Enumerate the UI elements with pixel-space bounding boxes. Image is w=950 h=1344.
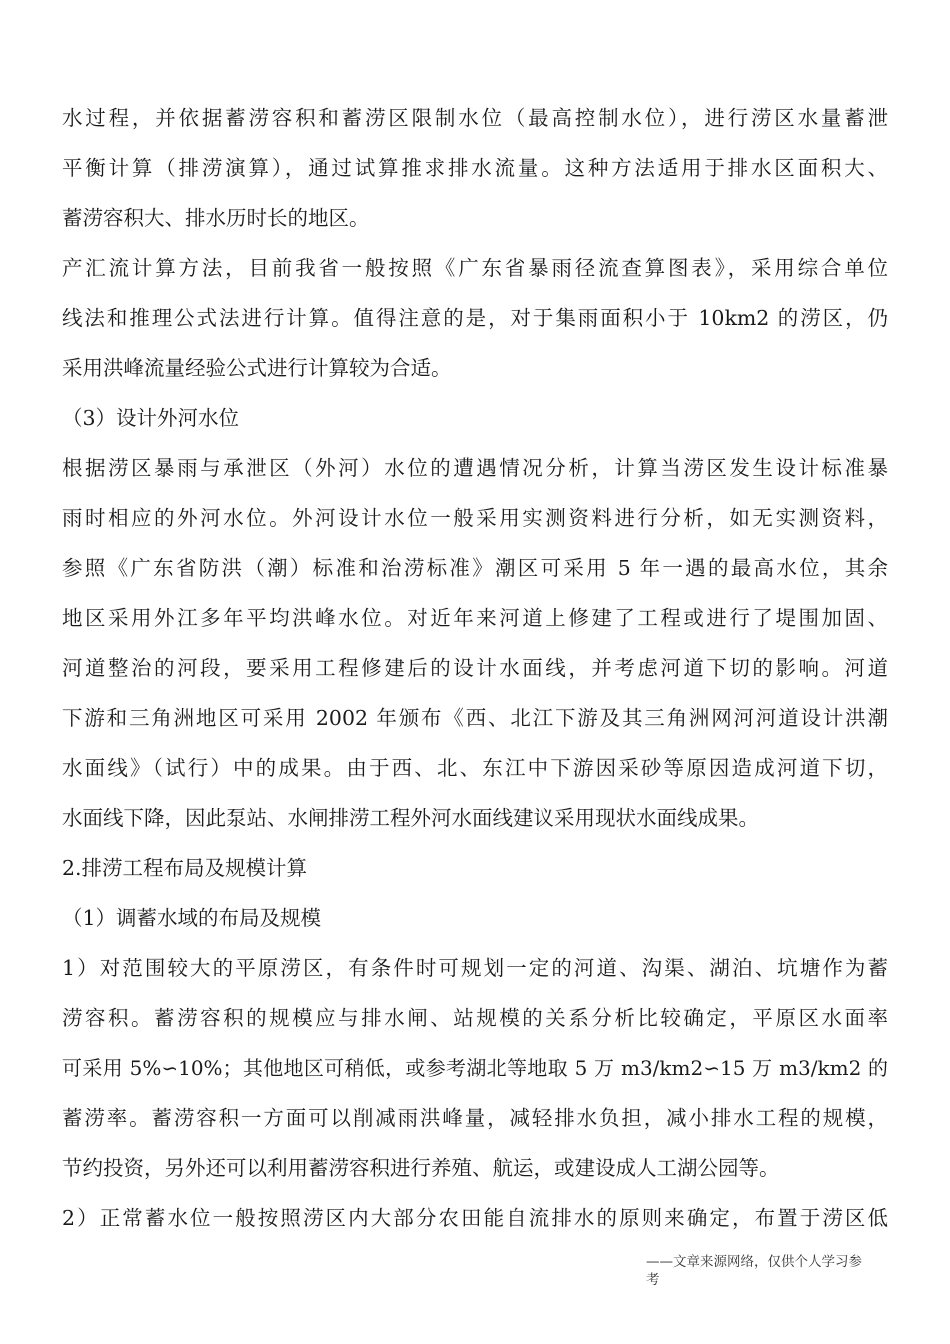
footer-note-continued: 考	[646, 1272, 660, 1288]
paragraph-line: 可采用 5%∽10%；其他地区可稍低，或参考湖北等地取 5 万 m3/km2∽15 万 m3/km2 的	[62, 1056, 888, 1080]
footer-note: ——文章来源网络，仅供个人学习参	[646, 1254, 862, 1270]
paragraph-line: 雨时相应的外河水位。外河设计水位一般采用实测资料进行分析，如无实测资料，	[62, 506, 888, 530]
section-heading: （3）设计外河水位	[62, 406, 240, 430]
paragraph-line: 产汇流计算方法，目前我省一般按照《广东省暴雨径流查算图表》，采用综合单位	[62, 256, 888, 280]
paragraph-line: 平衡计算（排涝演算），通过试算推求排水流量。这种方法适用于排水区面积大、	[62, 156, 888, 180]
paragraph-line: 涝容积。蓄涝容积的规模应与排水闸、站规模的关系分析比较确定，平原区水面率	[62, 1006, 888, 1030]
paragraph-line: 根据涝区暴雨与承泄区（外河）水位的遭遇情况分析，计算当涝区发生设计标准暴	[62, 456, 888, 480]
paragraph-line: 采用洪峰流量经验公式进行计算较为合适。	[62, 356, 452, 380]
paragraph-line: 2）正常蓄水位一般按照涝区内大部分农田能自流排水的原则来确定，布置于涝区低	[62, 1206, 888, 1230]
paragraph-line: 节约投资，另外还可以利用蓄涝容积进行养殖、航运，或建设成人工湖公园等。	[62, 1156, 780, 1180]
section-heading: 2.排涝工程布局及规模计算	[62, 856, 308, 880]
section-heading: （1）调蓄水域的布局及规模	[62, 906, 322, 930]
paragraph-line: 水过程，并依据蓄涝容积和蓄涝区限制水位（最高控制水位），进行涝区水量蓄泄	[62, 106, 888, 130]
paragraph-line: 水面线下降，因此泵站、水闸排涝工程外河水面线建议采用现状水面线成果。	[62, 806, 759, 830]
paragraph-line: 参照《广东省防洪（潮）标准和治涝标准》潮区可采用 5 年一遇的最高水位，其余	[62, 556, 888, 580]
paragraph-line: 下游和三角洲地区可采用 2002 年颁布《西、北江下游及其三角洲网河河道设计洪潮	[62, 706, 888, 730]
paragraph-line: 地区采用外江多年平均洪峰水位。对近年来河道上修建了工程或进行了堤围加固、	[62, 606, 888, 630]
paragraph-line: 水面线》（试行）中的成果。由于西、北、东江中下游因采砂等原因造成河道下切，	[62, 756, 888, 780]
paragraph-line: 蓄涝容积大、排水历时长的地区。	[62, 206, 370, 230]
paragraph-line: 1）对范围较大的平原涝区，有条件时可规划一定的河道、沟渠、湖泊、坑塘作为蓄	[62, 956, 888, 980]
paragraph-line: 线法和推理公式法进行计算。值得注意的是，对于集雨面积小于 10km2 的涝区，仍	[62, 306, 888, 330]
paragraph-line: 河道整治的河段，要采用工程修建后的设计水面线，并考虑河道下切的影响。河道	[62, 656, 888, 680]
paragraph-line: 蓄涝率。蓄涝容积一方面可以削减雨洪峰量，减轻排水负担，减小排水工程的规模，	[62, 1106, 888, 1130]
